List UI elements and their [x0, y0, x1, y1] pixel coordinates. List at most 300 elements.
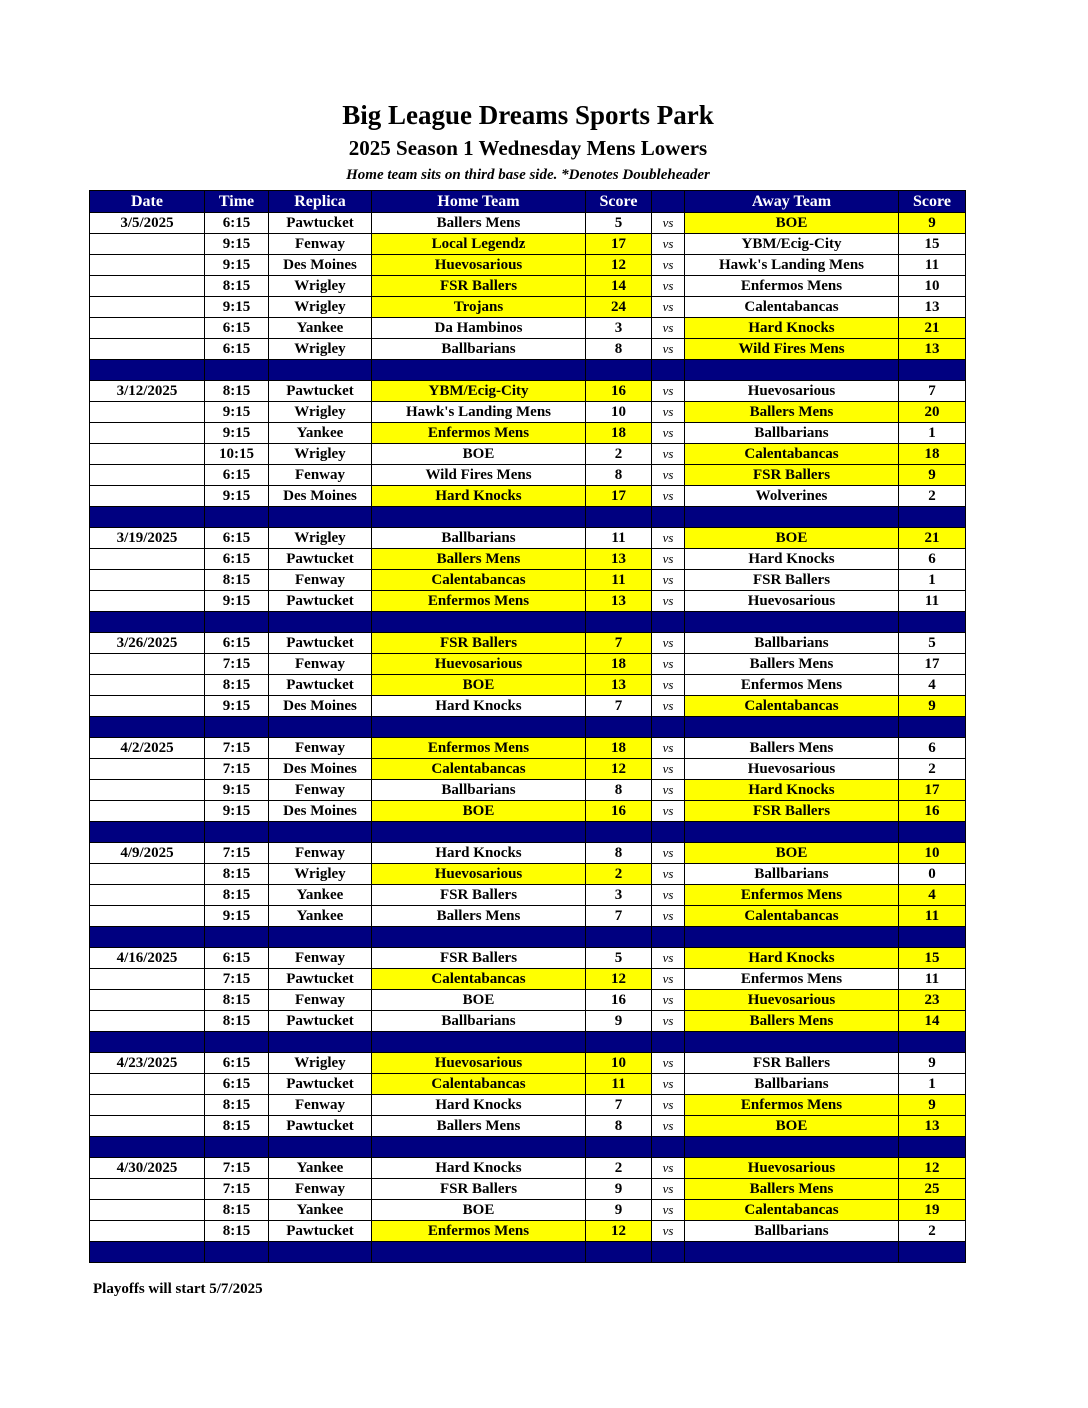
vs-label: vs	[652, 570, 685, 591]
separator-cell	[205, 612, 269, 633]
week-separator-row	[90, 1242, 966, 1263]
game-date	[90, 654, 205, 675]
game-date	[90, 696, 205, 717]
home-team: Huevosarious	[372, 1053, 586, 1074]
separator-cell	[652, 1242, 685, 1263]
home-score: 12	[586, 759, 652, 780]
game-date	[90, 675, 205, 696]
vs-label: vs	[652, 423, 685, 444]
game-replica: Des Moines	[269, 255, 372, 276]
home-score: 13	[586, 591, 652, 612]
home-score: 11	[586, 570, 652, 591]
away-team: Ballers Mens	[685, 402, 899, 423]
game-time: 6:15	[205, 1053, 269, 1074]
separator-cell	[652, 927, 685, 948]
separator-cell	[685, 1032, 899, 1053]
game-replica: Wrigley	[269, 1053, 372, 1074]
game-date	[90, 1179, 205, 1200]
game-replica: Fenway	[269, 1179, 372, 1200]
game-time: 6:15	[205, 213, 269, 234]
separator-cell	[586, 1032, 652, 1053]
separator-cell	[899, 1242, 966, 1263]
vs-label: vs	[652, 213, 685, 234]
away-score: 18	[899, 444, 966, 465]
game-replica: Fenway	[269, 1095, 372, 1116]
home-team: Calentabancas	[372, 969, 586, 990]
away-team: BOE	[685, 528, 899, 549]
separator-cell	[205, 1032, 269, 1053]
away-team: FSR Ballers	[685, 1053, 899, 1074]
game-replica: Pawtucket	[269, 969, 372, 990]
col-header-home-team: Home Team	[372, 191, 586, 213]
game-time: 9:15	[205, 591, 269, 612]
separator-cell	[269, 1032, 372, 1053]
home-score: 18	[586, 654, 652, 675]
away-score: 11	[899, 906, 966, 927]
game-time: 7:15	[205, 969, 269, 990]
away-score: 6	[899, 738, 966, 759]
game-time: 9:15	[205, 255, 269, 276]
table-row	[90, 780, 966, 801]
away-score: 7	[899, 381, 966, 402]
game-time: 8:15	[205, 1200, 269, 1221]
vs-label: vs	[652, 675, 685, 696]
game-time: 6:15	[205, 633, 269, 654]
away-score: 5	[899, 633, 966, 654]
home-score: 9	[586, 1200, 652, 1221]
away-score: 0	[899, 864, 966, 885]
vs-label: vs	[652, 738, 685, 759]
away-score: 21	[899, 528, 966, 549]
separator-cell	[586, 360, 652, 381]
away-team: Huevosarious	[685, 759, 899, 780]
home-score: 7	[586, 633, 652, 654]
table-row	[90, 1179, 966, 1200]
separator-cell	[899, 717, 966, 738]
home-score: 12	[586, 969, 652, 990]
game-date	[90, 339, 205, 360]
game-date	[90, 570, 205, 591]
vs-label: vs	[652, 1053, 685, 1074]
game-replica: Fenway	[269, 465, 372, 486]
away-score: 2	[899, 759, 966, 780]
game-time: 7:15	[205, 759, 269, 780]
game-replica: Wrigley	[269, 276, 372, 297]
separator-cell	[685, 612, 899, 633]
game-time: 9:15	[205, 423, 269, 444]
home-team: Ballers Mens	[372, 213, 586, 234]
away-team: FSR Ballers	[685, 465, 899, 486]
home-team: Hard Knocks	[372, 1095, 586, 1116]
game-date	[90, 444, 205, 465]
separator-cell	[90, 822, 205, 843]
game-replica: Pawtucket	[269, 1221, 372, 1242]
vs-label: vs	[652, 465, 685, 486]
game-time: 9:15	[205, 297, 269, 318]
game-replica: Yankee	[269, 885, 372, 906]
separator-cell	[685, 717, 899, 738]
game-replica: Fenway	[269, 990, 372, 1011]
home-team: Ballers Mens	[372, 906, 586, 927]
away-score: 14	[899, 1011, 966, 1032]
game-date: 3/19/2025	[90, 528, 205, 549]
away-team: Calentabancas	[685, 297, 899, 318]
away-score: 13	[899, 297, 966, 318]
away-score: 19	[899, 1200, 966, 1221]
separator-cell	[652, 717, 685, 738]
col-header-away-score: Score	[899, 191, 966, 213]
away-team: Hard Knocks	[685, 549, 899, 570]
home-score: 3	[586, 885, 652, 906]
home-team: BOE	[372, 801, 586, 822]
home-team: BOE	[372, 1200, 586, 1221]
home-score: 5	[586, 948, 652, 969]
game-replica: Pawtucket	[269, 1074, 372, 1095]
home-team: Hard Knocks	[372, 1158, 586, 1179]
separator-cell	[269, 1242, 372, 1263]
home-score: 2	[586, 1158, 652, 1179]
week-separator-row	[90, 1032, 966, 1053]
game-date	[90, 297, 205, 318]
home-score: 9	[586, 1011, 652, 1032]
away-score: 15	[899, 948, 966, 969]
separator-cell	[90, 360, 205, 381]
game-time: 9:15	[205, 780, 269, 801]
schedule-table	[89, 190, 966, 1263]
table-row	[90, 339, 966, 360]
home-score: 13	[586, 675, 652, 696]
col-header-replica: Replica	[269, 191, 372, 213]
separator-cell	[205, 717, 269, 738]
away-team: Ballbarians	[685, 633, 899, 654]
away-team: Enfermos Mens	[685, 1095, 899, 1116]
schedule-note: Home team sits on third base side. *Denotes Doubleheader	[346, 167, 710, 183]
separator-cell	[586, 1242, 652, 1263]
table-row	[90, 948, 966, 969]
away-score: 1	[899, 423, 966, 444]
table-row	[90, 297, 966, 318]
table-row	[90, 969, 966, 990]
away-score: 2	[899, 1221, 966, 1242]
game-replica: Wrigley	[269, 528, 372, 549]
game-date: 4/23/2025	[90, 1053, 205, 1074]
game-date	[90, 1095, 205, 1116]
home-team: BOE	[372, 675, 586, 696]
home-score: 11	[586, 528, 652, 549]
home-team: Ballbarians	[372, 780, 586, 801]
home-score: 2	[586, 444, 652, 465]
away-score: 23	[899, 990, 966, 1011]
away-score: 9	[899, 1095, 966, 1116]
away-team: Ballers Mens	[685, 738, 899, 759]
home-team: Hard Knocks	[372, 843, 586, 864]
separator-cell	[899, 360, 966, 381]
away-score: 11	[899, 255, 966, 276]
vs-label: vs	[652, 1074, 685, 1095]
separator-cell	[899, 612, 966, 633]
vs-label: vs	[652, 1116, 685, 1137]
home-score: 8	[586, 1116, 652, 1137]
separator-cell	[90, 717, 205, 738]
away-score: 17	[899, 654, 966, 675]
away-score: 1	[899, 1074, 966, 1095]
game-replica: Yankee	[269, 318, 372, 339]
game-time: 8:15	[205, 675, 269, 696]
away-team: FSR Ballers	[685, 801, 899, 822]
separator-cell	[372, 717, 586, 738]
separator-cell	[652, 1137, 685, 1158]
away-score: 9	[899, 696, 966, 717]
game-date	[90, 906, 205, 927]
home-score: 7	[586, 696, 652, 717]
table-row	[90, 1074, 966, 1095]
away-score: 9	[899, 465, 966, 486]
home-score: 2	[586, 864, 652, 885]
away-score: 17	[899, 780, 966, 801]
game-replica: Des Moines	[269, 696, 372, 717]
home-team: BOE	[372, 990, 586, 1011]
home-team: Calentabancas	[372, 1074, 586, 1095]
separator-cell	[372, 1137, 586, 1158]
table-row	[90, 213, 966, 234]
page-subtitle: 2025 Season 1 Wednesday Mens Lowers	[348, 136, 708, 160]
home-score: 8	[586, 339, 652, 360]
away-team: Huevosarious	[685, 381, 899, 402]
home-score: 7	[586, 1095, 652, 1116]
away-team: YBM/Ecig-City	[685, 234, 899, 255]
game-date	[90, 759, 205, 780]
separator-cell	[372, 507, 586, 528]
home-score: 14	[586, 276, 652, 297]
game-time: 6:15	[205, 948, 269, 969]
vs-label: vs	[652, 1011, 685, 1032]
game-replica: Fenway	[269, 234, 372, 255]
game-time: 6:15	[205, 465, 269, 486]
home-team: FSR Ballers	[372, 885, 586, 906]
table-row	[90, 234, 966, 255]
vs-label: vs	[652, 234, 685, 255]
game-time: 6:15	[205, 1074, 269, 1095]
vs-label: vs	[652, 654, 685, 675]
away-team: Ballbarians	[685, 864, 899, 885]
separator-cell	[652, 360, 685, 381]
home-team: Wild Fires Mens	[372, 465, 586, 486]
home-team: Da Hambinos	[372, 318, 586, 339]
page-title: Big League Dreams Sports Park	[342, 100, 714, 130]
away-score: 21	[899, 318, 966, 339]
game-time: 9:15	[205, 906, 269, 927]
vs-label: vs	[652, 297, 685, 318]
separator-cell	[586, 717, 652, 738]
game-date	[90, 801, 205, 822]
game-replica: Wrigley	[269, 297, 372, 318]
away-score: 2	[899, 486, 966, 507]
home-score: 12	[586, 255, 652, 276]
away-team: Wolverines	[685, 486, 899, 507]
game-date	[90, 591, 205, 612]
separator-cell	[269, 822, 372, 843]
separator-cell	[685, 360, 899, 381]
game-date	[90, 402, 205, 423]
table-row	[90, 318, 966, 339]
home-score: 11	[586, 1074, 652, 1095]
vs-label: vs	[652, 549, 685, 570]
separator-cell	[652, 822, 685, 843]
home-team: FSR Ballers	[372, 1179, 586, 1200]
away-team: Huevosarious	[685, 990, 899, 1011]
game-time: 7:15	[205, 1179, 269, 1200]
game-replica: Fenway	[269, 948, 372, 969]
home-team: Hard Knocks	[372, 486, 586, 507]
home-team: Hard Knocks	[372, 696, 586, 717]
table-row	[90, 402, 966, 423]
game-replica: Des Moines	[269, 486, 372, 507]
away-team: BOE	[685, 1116, 899, 1137]
table-row	[90, 276, 966, 297]
home-score: 8	[586, 843, 652, 864]
separator-cell	[652, 1032, 685, 1053]
game-date: 3/12/2025	[90, 381, 205, 402]
table-row	[90, 528, 966, 549]
game-replica: Wrigley	[269, 402, 372, 423]
away-team: Hard Knocks	[685, 948, 899, 969]
vs-label: vs	[652, 885, 685, 906]
separator-cell	[586, 1137, 652, 1158]
separator-cell	[90, 1032, 205, 1053]
col-header-away-team: Away Team	[685, 191, 899, 213]
home-team: Enfermos Mens	[372, 423, 586, 444]
game-date	[90, 423, 205, 444]
week-separator-row	[90, 360, 966, 381]
separator-cell	[205, 1242, 269, 1263]
separator-cell	[372, 612, 586, 633]
game-date	[90, 1200, 205, 1221]
game-time: 9:15	[205, 801, 269, 822]
separator-cell	[685, 1137, 899, 1158]
home-team: Huevosarious	[372, 864, 586, 885]
away-team: Calentabancas	[685, 444, 899, 465]
table-row	[90, 906, 966, 927]
separator-cell	[269, 612, 372, 633]
game-date	[90, 885, 205, 906]
game-replica: Pawtucket	[269, 213, 372, 234]
away-team: BOE	[685, 843, 899, 864]
home-score: 16	[586, 801, 652, 822]
away-team: Ballers Mens	[685, 1011, 899, 1032]
home-score: 10	[586, 1053, 652, 1074]
game-time: 8:15	[205, 1011, 269, 1032]
away-team: Calentabancas	[685, 696, 899, 717]
away-score: 13	[899, 339, 966, 360]
home-team: Enfermos Mens	[372, 591, 586, 612]
home-team: Ballers Mens	[372, 549, 586, 570]
separator-cell	[269, 507, 372, 528]
week-separator-row	[90, 927, 966, 948]
game-date	[90, 990, 205, 1011]
vs-label: vs	[652, 1179, 685, 1200]
home-team: BOE	[372, 444, 586, 465]
separator-cell	[90, 1242, 205, 1263]
vs-label: vs	[652, 276, 685, 297]
game-date: 3/26/2025	[90, 633, 205, 654]
home-score: 12	[586, 1221, 652, 1242]
game-time: 6:15	[205, 339, 269, 360]
table-row	[90, 990, 966, 1011]
vs-label: vs	[652, 381, 685, 402]
game-time: 8:15	[205, 864, 269, 885]
week-separator-row	[90, 612, 966, 633]
away-score: 11	[899, 969, 966, 990]
table-row	[90, 423, 966, 444]
table-row	[90, 696, 966, 717]
home-score: 18	[586, 423, 652, 444]
away-score: 4	[899, 885, 966, 906]
table-row	[90, 738, 966, 759]
vs-label: vs	[652, 990, 685, 1011]
home-team: Ballbarians	[372, 1011, 586, 1032]
game-replica: Des Moines	[269, 801, 372, 822]
separator-cell	[372, 927, 586, 948]
game-replica: Yankee	[269, 906, 372, 927]
game-replica: Yankee	[269, 1158, 372, 1179]
game-date	[90, 276, 205, 297]
vs-label: vs	[652, 402, 685, 423]
separator-cell	[899, 822, 966, 843]
week-separator-row	[90, 822, 966, 843]
game-replica: Fenway	[269, 780, 372, 801]
game-replica: Pawtucket	[269, 633, 372, 654]
table-row	[90, 885, 966, 906]
table-row	[90, 1116, 966, 1137]
table-row	[90, 633, 966, 654]
home-score: 17	[586, 486, 652, 507]
home-team: FSR Ballers	[372, 948, 586, 969]
home-team: FSR Ballers	[372, 276, 586, 297]
away-team: Ballbarians	[685, 1221, 899, 1242]
game-replica: Pawtucket	[269, 549, 372, 570]
game-replica: Yankee	[269, 423, 372, 444]
home-team: Huevosarious	[372, 654, 586, 675]
home-score: 16	[586, 990, 652, 1011]
away-score: 6	[899, 549, 966, 570]
home-score: 9	[586, 1179, 652, 1200]
game-date	[90, 1116, 205, 1137]
vs-label: vs	[652, 759, 685, 780]
game-date: 3/5/2025	[90, 213, 205, 234]
away-score: 12	[899, 1158, 966, 1179]
vs-label: vs	[652, 948, 685, 969]
away-score: 10	[899, 276, 966, 297]
schedule-body	[90, 213, 966, 1263]
table-header-row	[90, 191, 966, 213]
separator-cell	[685, 1242, 899, 1263]
separator-cell	[586, 612, 652, 633]
game-replica: Wrigley	[269, 864, 372, 885]
game-date	[90, 465, 205, 486]
game-time: 6:15	[205, 528, 269, 549]
table-row	[90, 486, 966, 507]
game-replica: Fenway	[269, 654, 372, 675]
table-row	[90, 549, 966, 570]
table-row	[90, 864, 966, 885]
separator-cell	[205, 927, 269, 948]
table-row	[90, 1011, 966, 1032]
separator-cell	[205, 822, 269, 843]
game-time: 8:15	[205, 276, 269, 297]
separator-cell	[899, 927, 966, 948]
game-replica: Fenway	[269, 570, 372, 591]
game-time: 8:15	[205, 1116, 269, 1137]
